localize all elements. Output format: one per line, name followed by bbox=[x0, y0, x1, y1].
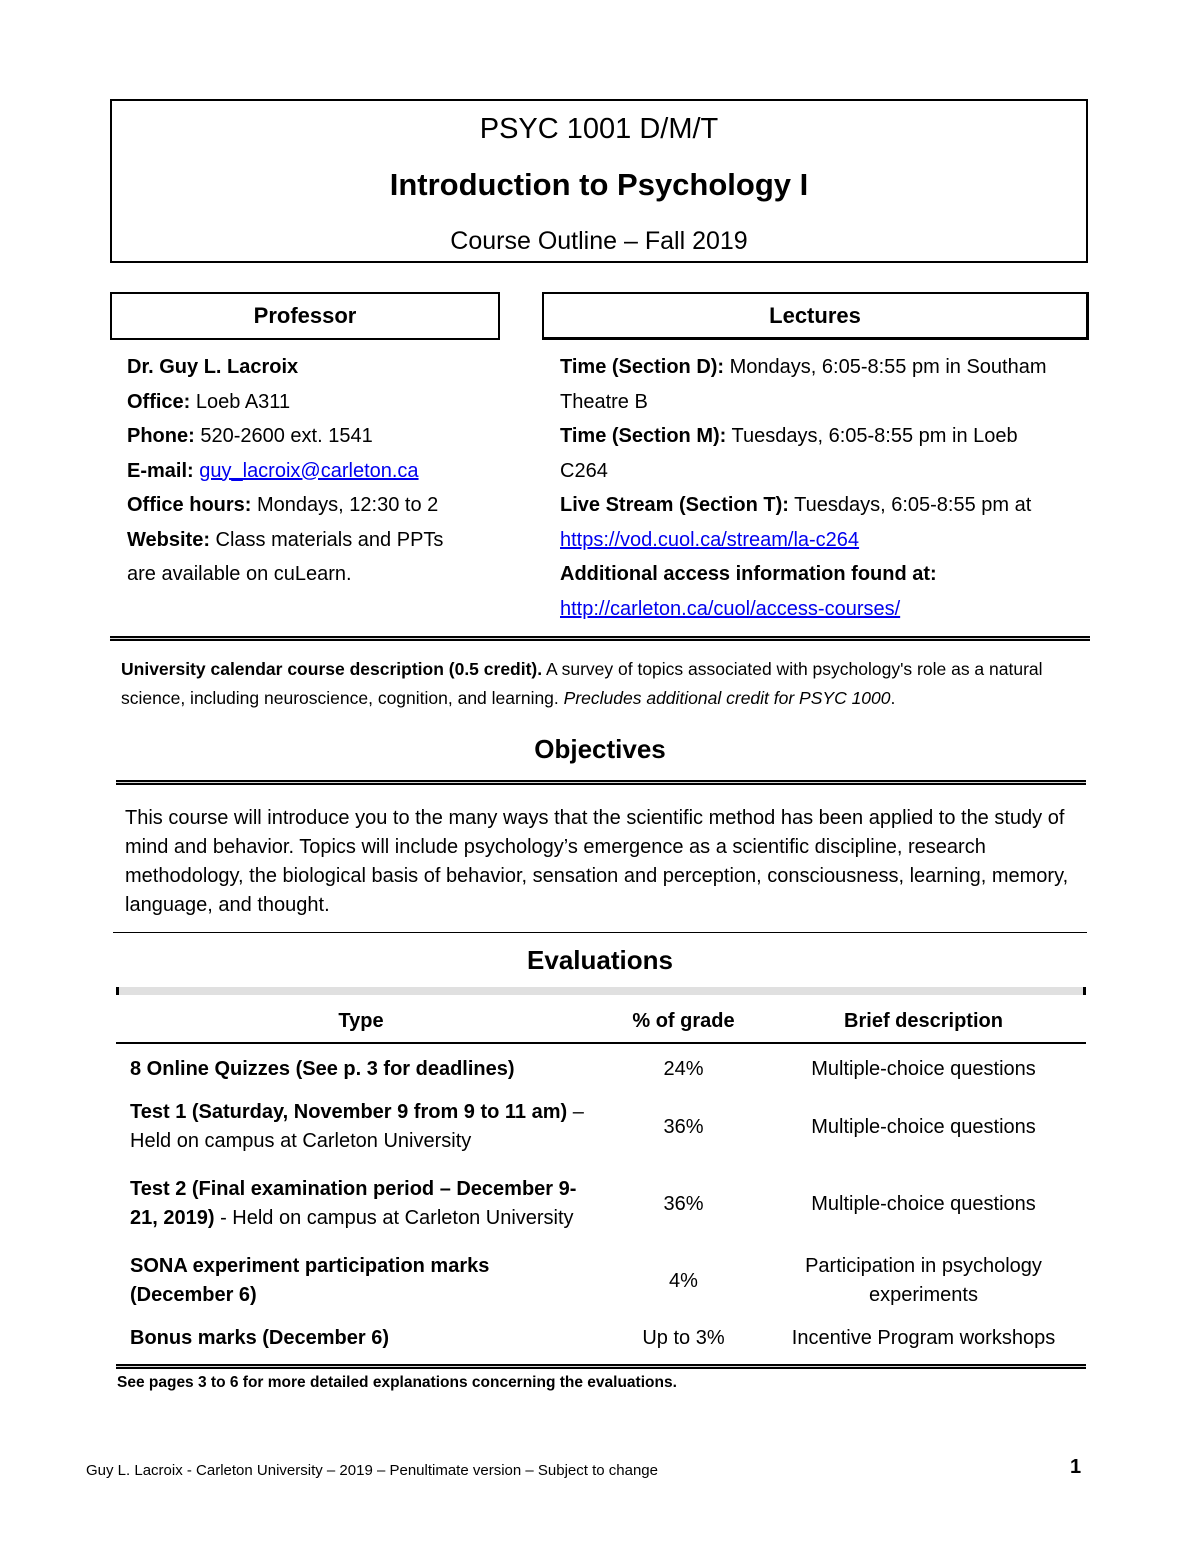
access-link[interactable]: http://carleton.ca/cuol/access-courses/ bbox=[560, 597, 901, 620]
professor-info bbox=[127, 350, 507, 592]
description-cell: Incentive Program workshops bbox=[791, 1326, 1056, 1349]
course-title: Introduction to Psychology I bbox=[389, 167, 809, 202]
table-row bbox=[116, 1313, 1086, 1363]
divider bbox=[116, 987, 119, 995]
course-header bbox=[110, 99, 1088, 263]
professor-email: E-mail: guy_lacroix@carleton.ca bbox=[127, 459, 419, 482]
table-row bbox=[116, 1043, 1086, 1095]
table-row bbox=[116, 1095, 1086, 1159]
objectives-heading: Objectives bbox=[534, 734, 666, 764]
evaluations-heading: Evaluations bbox=[527, 945, 673, 975]
type-cell: Test 1 (Saturday, November 9 from 9 to 11 am) – Held on campus at Carleton University bbox=[130, 1101, 584, 1152]
type-cell: SONA experiment participation marks (December 6) bbox=[130, 1255, 490, 1306]
grade-cell: 36% bbox=[663, 1115, 704, 1138]
course-description: University calendar course description (0.5 credit). A survey of topics associated with psychology's role as a natural science, including neuroscience, cognition, and learning. Precludes additional credit for PSYC 1000. bbox=[121, 659, 1043, 708]
column-header-grade: % of grade bbox=[632, 1009, 735, 1032]
lectures-info bbox=[560, 350, 1085, 626]
section-m-time: Time (Section M): Tuesdays, 6:05-8:55 pm in Loeb bbox=[560, 425, 1018, 447]
column-header-type: Type bbox=[338, 1009, 384, 1032]
professor-office-hours: Office hours: Mondays, 12:30 to 2 bbox=[127, 494, 439, 516]
section-d-time: Time (Section D): Mondays, 6:05-8:55 pm in Southam bbox=[560, 356, 1047, 378]
page-footer: Guy L. Lacroix - Carleton University – 2019 – Penultimate version – Subject to change bbox=[86, 1462, 658, 1479]
email-link[interactable]: guy_lacroix@carleton.ca bbox=[199, 459, 419, 482]
table-row bbox=[116, 1249, 1086, 1313]
objectives-text: This course will introduce you to the many ways that the scientific method has been applied to the study of mind and behavior. Topics will include psychology’s emergence as a scientific discipline, research methodology, the biological basis of behavior, sensation and perception, consciousness, learning, memory, language, and thought. bbox=[125, 807, 1069, 916]
grade-cell: Up to 3% bbox=[642, 1326, 725, 1349]
type-cell: 8 Online Quizzes (See p. 3 for deadlines) bbox=[130, 1058, 515, 1080]
section-t-time: Live Stream (Section T): Tuesdays, 6:05-8:55 pm at bbox=[560, 494, 1032, 516]
lectures-heading: Lectures bbox=[542, 292, 1089, 340]
course-code: PSYC 1001 D/M/T bbox=[479, 113, 719, 145]
grade-cell: 24% bbox=[663, 1058, 704, 1080]
description-cell: Multiple-choice questions bbox=[811, 1192, 1036, 1215]
description-cell: Multiple-choice questions bbox=[811, 1058, 1036, 1080]
divider bbox=[113, 932, 1087, 933]
professor-phone: Phone: 520-2600 ext. 1541 bbox=[127, 425, 373, 447]
column-header-description: Brief description bbox=[844, 1009, 1003, 1032]
professor-name: Dr. Guy L. Lacroix bbox=[127, 356, 299, 378]
description-cell: Participation in psychology experiments bbox=[805, 1255, 1042, 1306]
description-cell: Multiple-choice questions bbox=[811, 1115, 1036, 1138]
divider bbox=[116, 987, 1086, 995]
course-subtitle: Course Outline – Fall 2019 bbox=[450, 227, 748, 255]
divider bbox=[116, 1364, 1086, 1369]
grade-cell: 36% bbox=[663, 1192, 704, 1215]
professor-heading: Professor bbox=[110, 292, 500, 340]
divider bbox=[1083, 987, 1086, 995]
divider bbox=[110, 636, 1090, 641]
access-link-row bbox=[560, 592, 1085, 627]
professor-website: Website: Class materials and PPTs bbox=[127, 528, 444, 551]
page-number: 1 bbox=[1070, 1456, 1082, 1478]
stream-link[interactable]: https://vod.cuol.ca/stream/la-c264 bbox=[560, 528, 860, 551]
professor-office: Office: Loeb A311 bbox=[127, 390, 291, 413]
grade-cell: 4% bbox=[669, 1269, 698, 1292]
table-row bbox=[116, 1159, 1086, 1249]
section-d-room: Theatre B bbox=[560, 390, 648, 413]
section-m-room: C264 bbox=[560, 459, 608, 482]
type-cell: Bonus marks (December 6) bbox=[130, 1326, 389, 1349]
divider bbox=[116, 780, 1086, 785]
professor-website-cont: are available on cuLearn. bbox=[127, 563, 352, 585]
evaluations-footnote: See pages 3 to 6 for more detailed explanations concerning the evaluations. bbox=[117, 1374, 677, 1391]
type-cell: Test 2 (Final examination period – December 9-21, 2019) - Held on campus at Carleton University bbox=[130, 1178, 577, 1229]
table-header-row bbox=[116, 1000, 1086, 1043]
access-label: Additional access information found at: bbox=[560, 563, 937, 585]
evaluations-table bbox=[116, 1000, 1086, 1363]
stream-link-row bbox=[560, 523, 1085, 558]
